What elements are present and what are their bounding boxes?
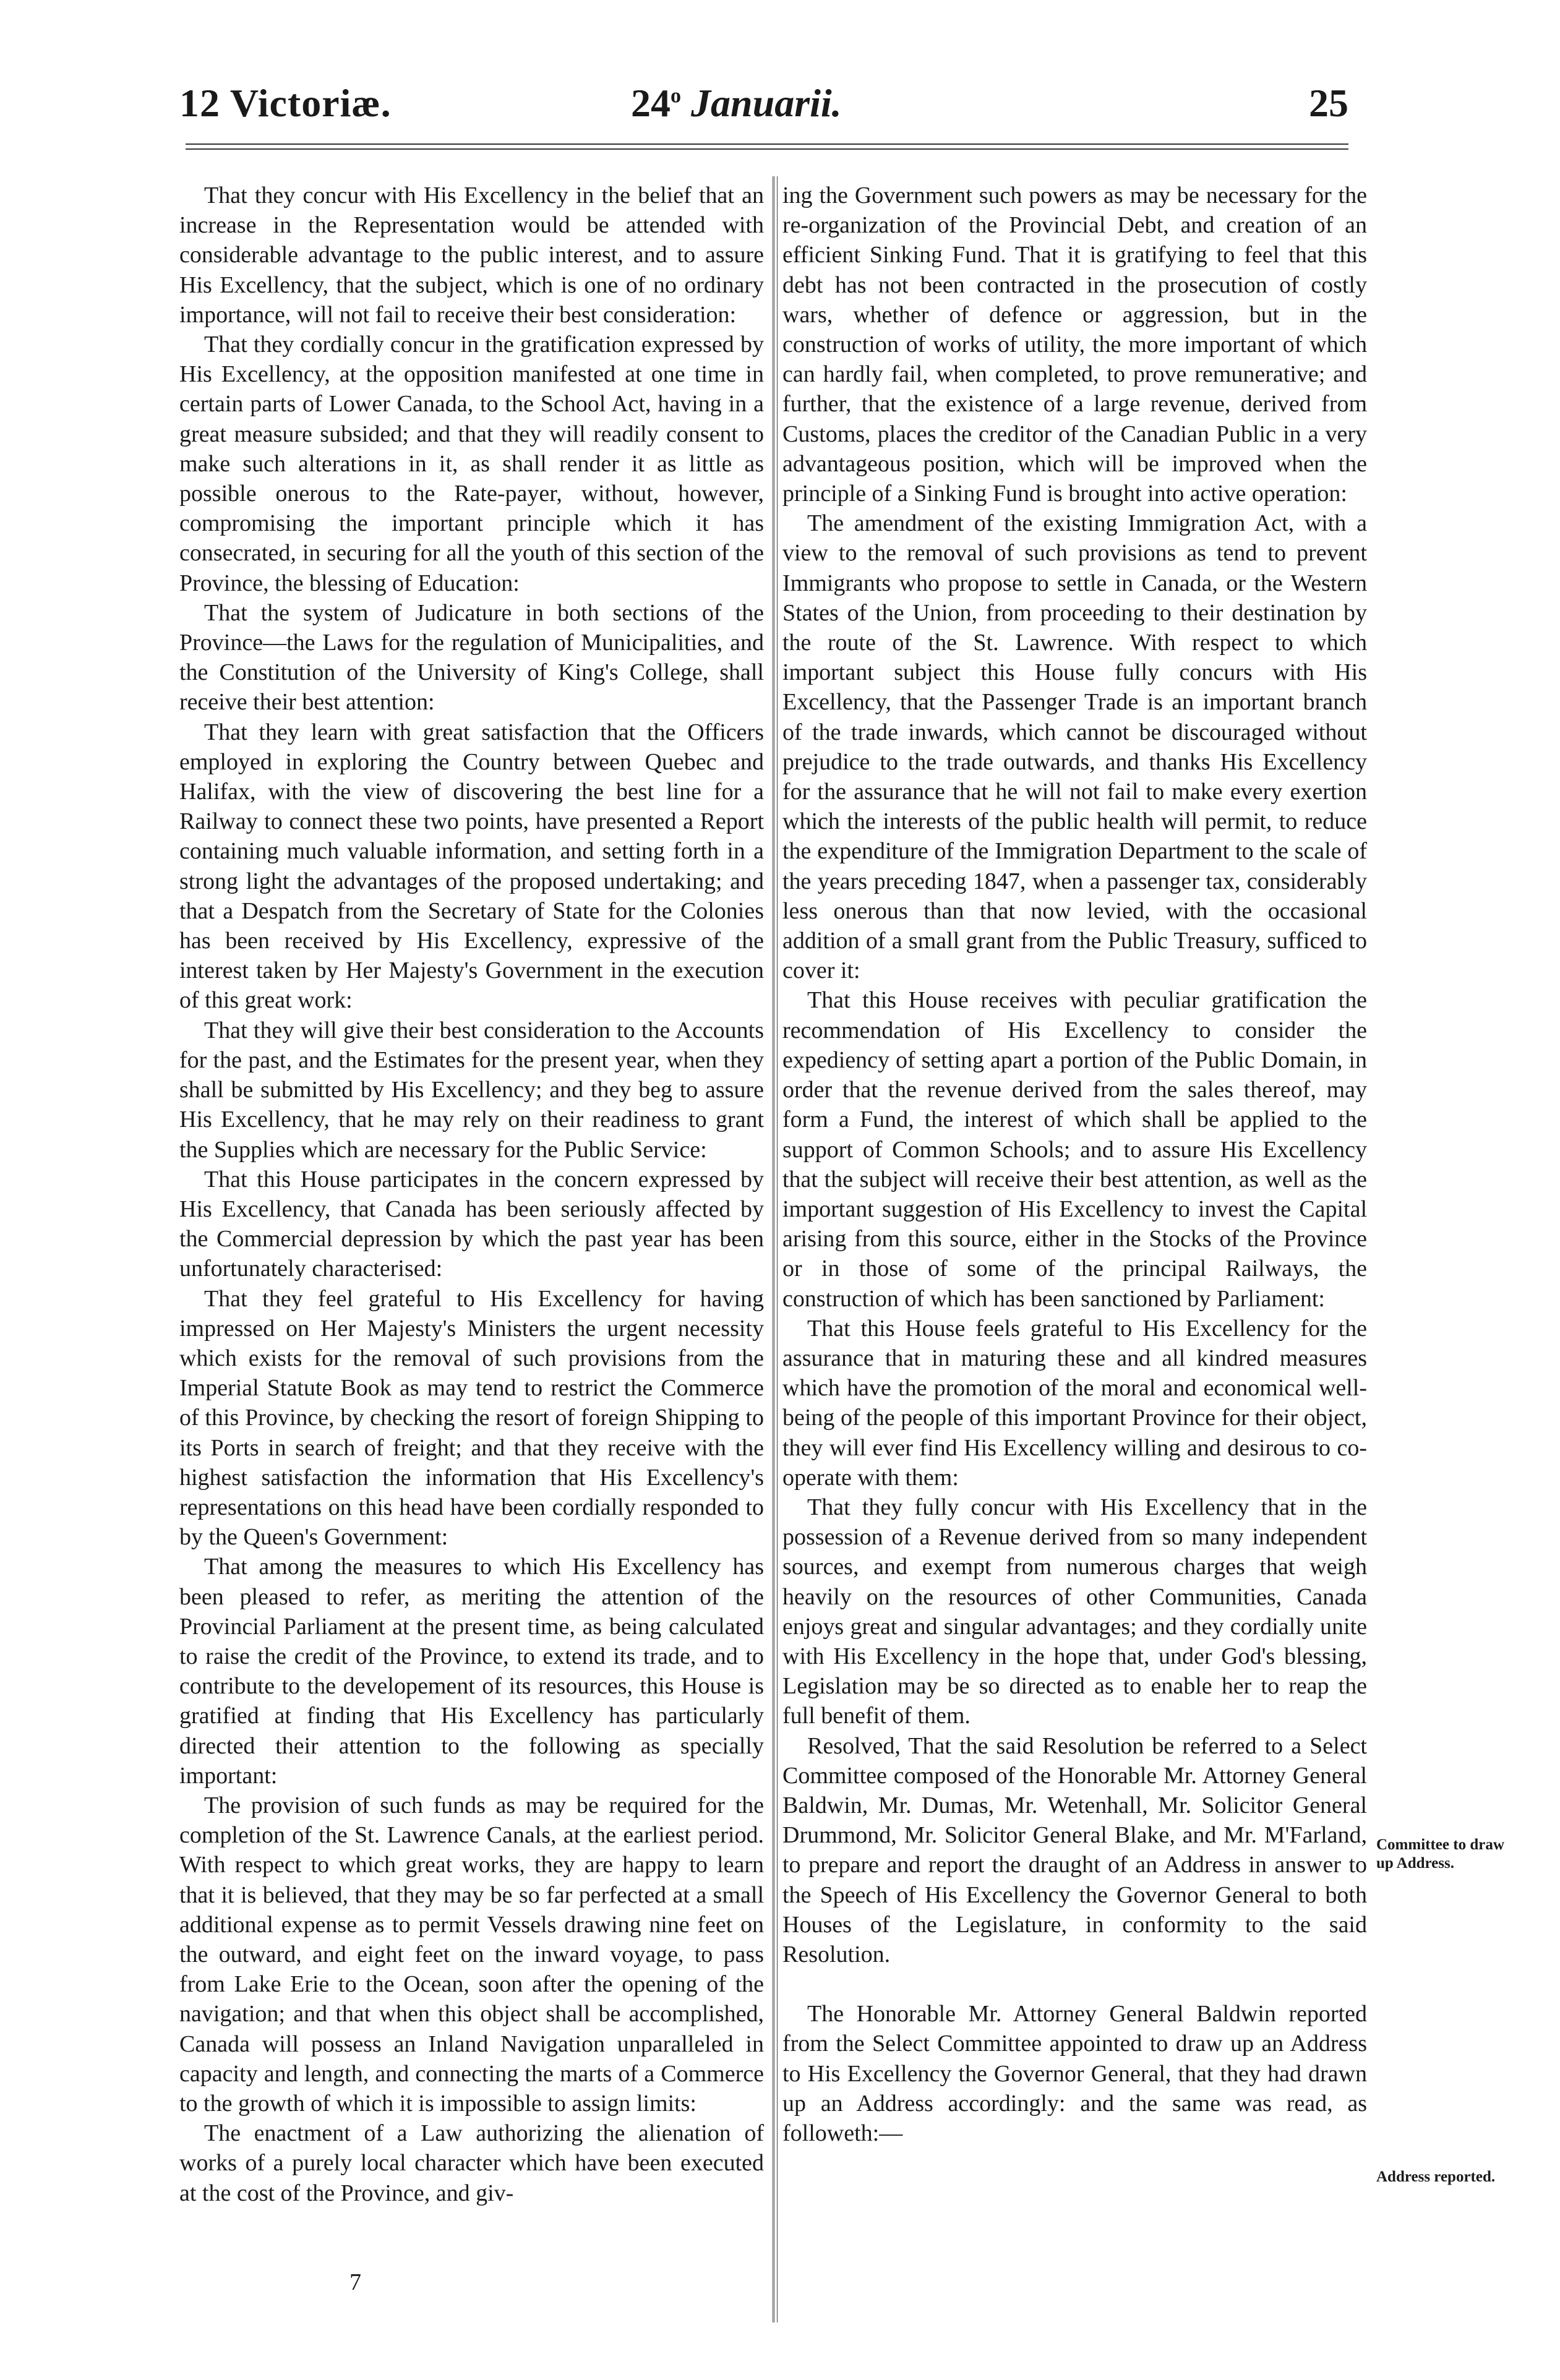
paragraph: The provision of such funds as may be required for the completion of the St. Lawrence Canals, at the earliest period. With respect to which great works, they are happy to learn that it is believed, that they may be so far perfected at a small additional expense as to permit Vessels drawing nine feet on the outward, and eight feet on the inward voyage, to pass from Lake Erie to the Ocean, soon after the opening of the navigation; and that when this object shall be accomplished, Canada will possess an Inland Navigation unparalleled in capacity and length, and connecting the marts of a Commerce to the growth of which it is impossible to assign limits: <box>179 1792 764 2117</box>
signature-mark: 7 <box>349 2269 361 2295</box>
right-column <box>782 181 1367 2148</box>
spacer <box>782 1969 1367 1999</box>
page-number: 25 <box>1309 81 1348 125</box>
paragraph: That this House receives with peculiar gratification the recommendation of His Excellency to consider the expediency of setting apart a portion of the Public Domain, in order that the revenue derived from the sales thereof, may form a Fund, the interest of which shall be applied to the support of Common Schools; and to assure His Excellency that the subject will receive their best attention, as well as the important suggestion of His Excellency to invest the Capital arising from this source, either in the Stocks of the Province or in those of some of the principal Railways, the construction of which has been sanctioned by Parliament: <box>782 987 1367 1312</box>
paragraph: That they feel grateful to His Excellency for having impressed on Her Majesty's Ministers the urgent necessity which exists for the removal of such provisions from the Imperial Statute Book as may tend to restrict the Commerce of this Province, by checking the resort of foreign Shipping to its Ports in search of freight; and that they receive with the highest satisfaction the information that His Excellency's representations on this head have been cordially responded to by the Queen's Government: <box>179 1285 764 1551</box>
paragraph: The enactment of a Law authorizing the alienation of works of a purely local character which have been executed at the cost of the Province, and giv- <box>179 2120 764 2206</box>
header-rule-top <box>186 143 1348 145</box>
header-regnal-year: 12 Victoriæ. <box>179 81 392 125</box>
resolution-paragraph: Resolved, That the said Resolution be referred to a Select Committee composed of the Honorable Mr. Attorney General Baldwin, Mr. Dumas, Mr. Wetenhall, Mr. Solicitor General Drummond, Mr. Solicitor General Blake, and Mr. M'Farland, to prepare and report the draught of an Address in answer to the Speech of His Excellency the Governor General to both Houses of the Legislature, in conformity to the said Resolution. <box>782 1732 1367 1967</box>
paragraph: That they will give their best consideration to the Accounts for the past, and the Estimates for the present year, when they shall be submitted by His Excellency; and they beg to assure His Excellency, that he may rely on their readiness to grant the Supplies which are necessary for the Public Service: <box>179 1017 764 1163</box>
header-date <box>631 80 842 126</box>
running-header <box>179 80 1355 136</box>
paragraph: The amendment of the existing Immigration Act, with a view to the removal of such provisions as tend to prevent Immigrants who propose to settle in Canada, or the Western States of the Union, from proceeding to their destination by the route of the St. Lawrence. With respect to which important subject this House fully concurs with His Excellency, that the Passenger Trade is an important branch of the trade inwards, which cannot be discouraged without prejudice to the trade outwards, and thanks His Excellency for the assurance that he will not fail to make every exertion which the interests of the public health will permit, to reduce the expenditure of the Immigration Department to the scale of the years preceding 1847, when a passenger tax, considerably less onerous than that now levied, with the occasional addition of a small grant from the Public Treasury, sufficed to cover it: <box>782 510 1367 984</box>
paragraph: That they learn with great satisfaction that the Officers employed in exploring the Country between Quebec and Halifax, with the view of discovering the best line for a Railway to connect these two points, have presented a Report containing much valuable information, and setting forth in a strong light the advantages of the proposed undertaking; and that a Despatch from the Secretary of State for the Colonies has been received by His Excellency, expressive of the interest taken by Her Majesty's Government in the execution of this great work: <box>179 719 764 1014</box>
paragraph: That they concur with His Excellency in the belief that an increase in the Representation would be attended with considerable advantage to the public interest, and to assure His Excellency, that the subject, which is one of no ordinary importance, will not fail to receive their best consideration: <box>179 182 764 328</box>
paragraph: That they cordially concur in the gratification expressed by His Excellency, at the opposition manifested at one time in certain parts of Lower Canada, to the School Act, having in a great measure subsided; and that they will readily consent to make such alterations in it, as shall render it as little as possible onerous to the Rate-payer, without, however, compromising the important principle which it has consecrated, in securing for all the youth of this section of the Province, the blessing of Education: <box>179 332 764 596</box>
paragraph-continuation: ing the Government such powers as may be necessary for the re-organization of the Provincial Debt, and creation of an efficient Sinking Fund. That it is gratifying to feel that this debt has not been contracted in the prosecution of costly wars, whether of defence or aggression, but in the construction of works of utility, the more important of which can hardly fail, when completed, to prove remunerative; and further, that the existence of a large revenue, derived from Customs, places the creditor of the Canadian Public in a very advantageous position, which will be improved when the principle of a Sinking Fund is brought into active operation: <box>782 182 1367 507</box>
paragraph: That this House participates in the concern expressed by His Excellency, that Canada has been seriously affected by the Commercial depression by which the past year has been unfortunately characterised: <box>179 1166 764 1282</box>
paragraph: That the system of Judicature in both sections of the Province—the Laws for the regulation of Municipalities, and the Constitution of the University of King's College, shall receive their best attention: <box>179 599 764 716</box>
header-day: 24 <box>631 81 671 125</box>
left-column <box>179 181 764 2208</box>
paragraph: That this House feels grateful to His Excellency for the assurance that in maturing these and all kindred measures which have the promotion of the moral and economical well-being of the people of this important Province for their object, they will ever find His Excellency willing and desirous to co-operate with them: <box>782 1315 1367 1491</box>
paragraph: That they fully concur with His Excellency that in the possession of a Revenue derived from so many independent sources, and exempt from numerous charges that weigh heavily on the resources of other Communities, Canada enjoys great and singular advantages; and they cordially unite with His Excellency in the hope that, under God's blessing, Legislation may be so directed as to enable her to reap the full benefit of them. <box>782 1494 1367 1729</box>
margin-note-address-reported: Address reported. <box>1376 2168 1496 2185</box>
report-paragraph: The Honorable Mr. Attorney General Baldwin reported from the Select Committee appointed to draw up an Address to His Excellency the Governor General, that they had drawn up an Address accordingly: and the same was read, as followeth:— <box>782 2001 1367 2146</box>
margin-note-committee: Committee to draw up Address. <box>1376 1836 1504 1872</box>
header-day-suffix: o <box>671 84 681 108</box>
header-rule-bottom <box>186 148 1348 150</box>
header-month: Januarii. <box>691 81 842 125</box>
paragraph: That among the measures to which His Excellency has been pleased to refer, as meriting the attention of the Provincial Parliament at the present time, as being calculated to raise the credit of the Province, to extend its trade, and to contribute to the developement of its resources, this House is gratified at finding that His Excellency has particularly directed their attention to the following as specially important: <box>179 1554 764 1789</box>
column-divider <box>773 176 778 2322</box>
